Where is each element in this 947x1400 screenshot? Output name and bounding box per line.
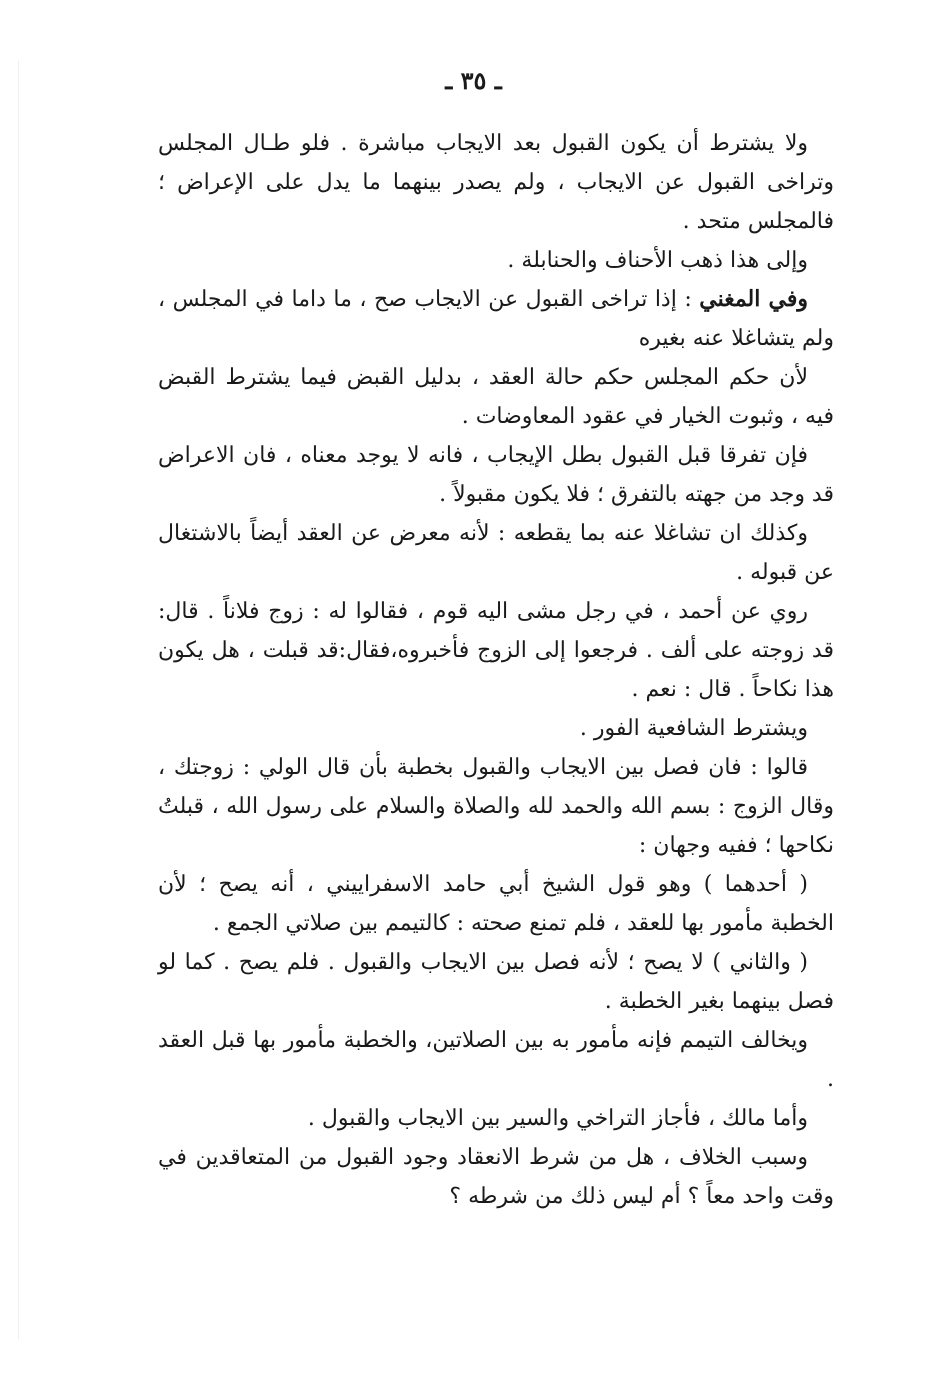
paragraph-2 xyxy=(158,241,834,280)
paragraph-3 xyxy=(158,280,834,358)
paragraph-lead: وفي المغني xyxy=(699,286,808,312)
paragraph-text: ( والثاني ) لا يصح ؛ لأنه فصل بين الايجاب والقبول . فلم يصح . كما لو فصل بينهما بغير الخطبة . xyxy=(158,950,834,1014)
paragraph-text: روي عن أحمد ، في رجل مشى اليه قوم ، فقالوا له : زوج فلاناً . قال: قد زوجته على ألف . فرجعوا إلى الزوج فأخبروه،فقال:قد قبلت ، هل يكون هذا نكاحاً . قال : نعم . xyxy=(158,599,834,702)
paragraph-5 xyxy=(158,436,834,514)
paragraph-text: فإن تفرقا قبل القبول بطل الإيجاب ، فانه لا يوجد معناه ، فان الاعراض قد وجد من جهته بالتفرق ؛ فلا يكون مقبولاً . xyxy=(158,443,834,507)
paragraph-text: وكذلك ان تشاغلا عنه بما يقطعه : لأنه معرض عن العقد أيضاً بالاشتغال عن قبوله . xyxy=(158,521,834,585)
paragraph-text: وإلى هذا ذهب الأحناف والحنابلة . xyxy=(507,248,808,273)
paragraph-4 xyxy=(158,358,834,436)
paragraph-14 xyxy=(158,1138,834,1216)
paragraph-text: ويشترط الشافعية الفور . xyxy=(579,716,808,741)
scan-edge-line xyxy=(18,60,19,1340)
paragraph-12 xyxy=(158,1021,834,1099)
paragraph-text: لأن حكم المجلس حكم حالة العقد ، بدليل القبض فيما يشترط القبض فيه ، وثبوت الخيار في عقود المعاوضات . xyxy=(158,365,834,429)
paragraph-text: ( أحدهما ) وهو قول الشيخ أبي حامد الاسفراييني ، أنه يصح ؛ لأن الخطبة مأمور بها للعقد ، فلم تمنع صحته : كالتيمم بين صلاتي الجمع . xyxy=(158,872,834,936)
paragraph-11 xyxy=(158,943,834,1021)
body-text xyxy=(158,124,834,1216)
paragraph-text: : إذا تراخى القبول عن الايجاب صح ، ما داما في المجلس ، ولم يتشاغلا عنه بغيره xyxy=(158,287,834,351)
paragraph-8 xyxy=(158,709,834,748)
paragraph-1 xyxy=(158,124,834,241)
paragraph-9 xyxy=(158,748,834,865)
paragraph-text: ولا يشترط أن يكون القبول بعد الايجاب مباشرة . فلو طـال المجلس وتراخى القبول عن الايجاب ، ولم يصدر بينهما ما يدل على الإعراض ؛ فالمجلس متحد . xyxy=(158,131,834,234)
paragraph-10 xyxy=(158,865,834,943)
paragraph-text: وأما مالك ، فأجاز التراخي والسير بين الايجاب والقبول . xyxy=(307,1106,808,1131)
paragraph-text: وسبب الخلاف ، هل من شرط الانعقاد وجود القبول من المتعاقدين في وقت واحد معاً ؟ أم ليس ذلك من شرطه ؟ xyxy=(158,1145,834,1209)
paragraph-7 xyxy=(158,592,834,709)
paragraph-text: قالوا : فان فصل بين الايجاب والقبول بخطبة بأن قال الولي : زوجتك ، وقال الزوج : بسم الله والحمد لله والصلاة والسلام على رسول الله ، قبلتُ نكاحها ؛ ففيه وجهان : xyxy=(158,755,834,858)
page-number: ـ ٣٥ ـ xyxy=(445,66,502,95)
paragraph-6 xyxy=(158,514,834,592)
paragraph-text: ويخالف التيمم فإنه مأمور به بين الصلاتين، والخطبة مأمور بها قبل العقد . xyxy=(158,1028,834,1092)
paragraph-13 xyxy=(158,1099,834,1138)
